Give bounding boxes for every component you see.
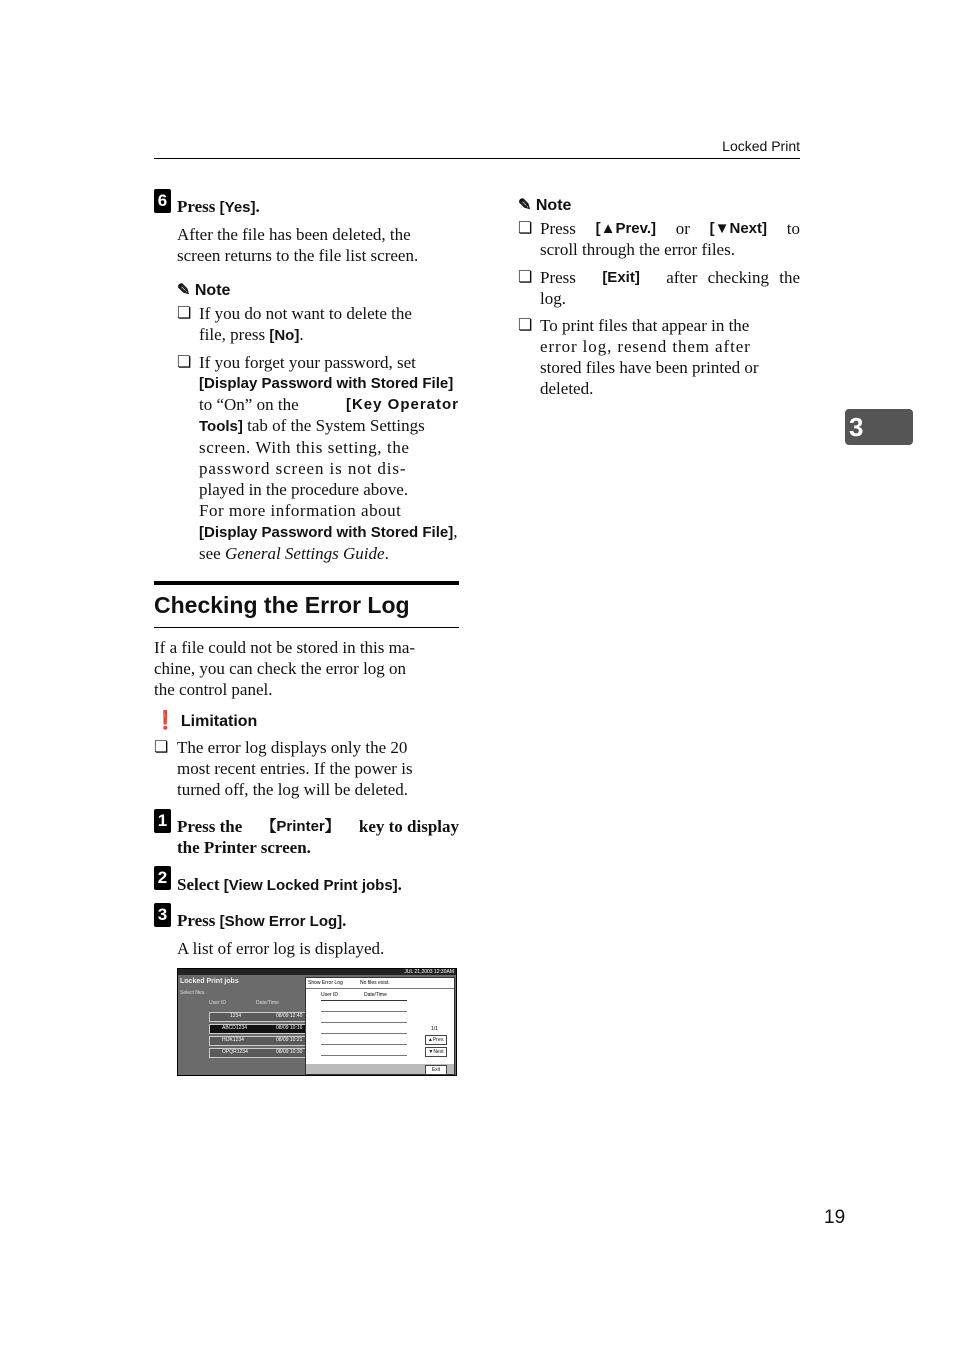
next-button[interactable]: ▼Next (425, 1047, 447, 1057)
note1-item2-line: played in the procedure above. (199, 480, 409, 499)
step6-title (177, 196, 260, 218)
step6-body (177, 224, 459, 266)
file-row[interactable] (209, 1048, 307, 1058)
checkbox-bullet-icon: ❏ (154, 739, 169, 756)
note2-item1 (540, 218, 800, 260)
printer-key: 【Printer】 (261, 818, 340, 835)
step3-pre: Press (177, 911, 220, 930)
guide-title: General Settings Guide (224, 544, 385, 563)
next-key: [▼Next] (709, 220, 768, 237)
running-header: Locked Print (722, 138, 800, 154)
key-operator-tools-key: Tools] (199, 418, 243, 435)
intro-line: the control panel. (154, 680, 273, 699)
dialog-row-line (321, 1011, 407, 1012)
limitation-label: Limitation (180, 713, 258, 730)
intro-line: chine, you can check the error log on (154, 659, 407, 678)
panel-screenshot (177, 968, 457, 1076)
note2-item2-pre: Press (540, 268, 576, 287)
step-number-1: 1 (154, 809, 171, 833)
prev-button[interactable]: ▲Prev. (425, 1035, 447, 1045)
file-row-date: 08/09 12:40 (276, 1013, 303, 1019)
no-key: [No] (269, 327, 300, 344)
dialog-message: No files exist. (360, 980, 390, 986)
step3-title (177, 910, 346, 932)
note2-item3-line: error log, resend them after (540, 337, 751, 356)
dialog-col-date: Date/Time (364, 992, 387, 998)
step-number-6: 6 (154, 189, 171, 213)
note1-item1-line: If you do not want to delete the (199, 304, 412, 323)
dialog-row-line (321, 1044, 407, 1045)
checkbox-bullet-icon: ❏ (177, 354, 192, 371)
limitation-heading (154, 710, 257, 731)
step2-pre: Select (177, 875, 224, 894)
screenshot-col-user: User ID (209, 1000, 226, 1006)
section-top-rule (154, 581, 459, 585)
step1-pre: Press the (177, 817, 243, 836)
step6-body-line: After the file has been deleted, the (177, 225, 411, 244)
page-number: 19 (824, 1207, 846, 1228)
note2-item1-pre: Press (540, 219, 576, 238)
section-bottom-rule (154, 627, 459, 628)
note2-item1-line2: scroll through the error files. (540, 240, 735, 259)
screenshot-subtitle: Select files. (180, 990, 206, 996)
key-operator-key: [Key Operator (345, 396, 459, 413)
screenshot-col-date: Date/Time (256, 1000, 279, 1006)
step6-press: Press (177, 197, 220, 216)
note1-item1-line: file, press (199, 325, 270, 344)
step6-body-line: screen returns to the file list screen. (177, 246, 419, 265)
note2-item2-line2: log. (540, 289, 566, 308)
note1-item1 (199, 303, 459, 346)
step2-title (177, 874, 402, 896)
checkbox-bullet-icon: ❏ (518, 317, 533, 334)
step6-period: . (255, 197, 260, 216)
dialog-row-line (321, 1033, 407, 1034)
step2-post: . (397, 875, 402, 894)
section-title: Checking the Error Log (154, 592, 410, 618)
file-row[interactable] (209, 1024, 307, 1034)
note2-item1-to: to (786, 219, 800, 238)
file-row-user: HIJK1234 (222, 1037, 244, 1043)
note1-item2-line: password screen is not dis- (199, 459, 407, 478)
note1-item2-end: . (384, 544, 389, 563)
file-row[interactable] (209, 1012, 307, 1022)
step1-post: key to display (358, 817, 459, 836)
exit-button[interactable]: Exit (425, 1065, 447, 1075)
note1-item2-see: see (199, 544, 225, 563)
limitation-line: most recent entries. If the power is (177, 759, 413, 778)
note2-heading (518, 195, 571, 215)
view-locked-print-jobs-key: [View Locked Print jobs] (223, 877, 398, 894)
checkbox-bullet-icon: ❏ (177, 305, 192, 322)
file-row-date: 08/09 10:30 (276, 1049, 303, 1055)
note2-item1-or: or (675, 219, 690, 238)
note1-item2-line: screen. With this setting, the (199, 438, 410, 457)
dialog-row-line (321, 1055, 407, 1056)
yes-key: [Yes] (219, 199, 256, 216)
intro-line: If a file could not be stored in this ma- (154, 638, 416, 657)
step1-line2: the Printer screen. (177, 838, 311, 857)
note1-item2-line: For more information about (199, 501, 402, 520)
dialog-divider (306, 988, 454, 989)
note1-item2-line: If you forget your password, set (199, 353, 416, 372)
note1-heading (177, 280, 230, 300)
limitation-text (177, 737, 459, 800)
file-row-date: 08/09 10:16 (276, 1025, 303, 1031)
dialog-col-user: User ID (321, 992, 338, 998)
prev-key: [▲Prev.] (595, 220, 657, 237)
file-row-date: 08/09 10:21 (276, 1037, 303, 1043)
note1-item2-comma: , (453, 522, 458, 541)
note1-label: Note (194, 282, 231, 299)
screenshot-datetime: JUL 21,2003 12:30AM (404, 969, 454, 975)
file-row-user: 1234 (230, 1013, 242, 1019)
show-error-log-key: [Show Error Log] (219, 913, 343, 930)
exit-key: [Exit] (602, 269, 640, 286)
error-log-dialog (305, 977, 455, 1075)
checkbox-bullet-icon: ❏ (518, 220, 533, 237)
step-number-3: 3 (154, 903, 171, 927)
note2-item3-line: stored files have been printed or (540, 358, 759, 377)
section-intro (154, 637, 459, 700)
header-rule (154, 158, 800, 159)
note1-item2-to-on: to “On” on the (199, 395, 299, 414)
file-row[interactable] (209, 1036, 307, 1046)
note2-item2-post: after checking the (666, 268, 800, 287)
step-number-2: 2 (154, 866, 171, 890)
exclamation-icon: ❗ (154, 710, 177, 730)
note2-item2 (540, 267, 800, 309)
display-password-key: [Display Password with Stored File] (199, 524, 454, 541)
step1-title (177, 816, 459, 858)
checkbox-bullet-icon: ❏ (518, 269, 533, 286)
note2-item3-line: deleted. (540, 379, 594, 398)
step3-post: . (342, 911, 347, 930)
file-row-user: OPQR1234 (222, 1049, 248, 1055)
display-password-key: [Display Password with Stored File] (199, 375, 454, 392)
chapter-tab: 3 (845, 409, 913, 445)
dialog-row-line (321, 1022, 407, 1023)
note2-item3 (540, 315, 800, 399)
dialog-title: Show Error Log (308, 980, 343, 986)
pencil-icon: ✎ (177, 282, 191, 299)
note1-item2-tab: tab of the System Settings (242, 416, 425, 435)
file-row-user: ABCD1234 (222, 1025, 248, 1031)
limitation-line: The error log displays only the 20 (177, 738, 408, 757)
dialog-row-line (321, 1000, 407, 1001)
note2-label: Note (535, 197, 572, 214)
limitation-line: turned off, the log will be deleted. (177, 780, 409, 799)
note1-item1-end: . (299, 325, 304, 344)
note1-item2 (199, 352, 459, 564)
dialog-page: 1/1 (431, 1026, 438, 1032)
screenshot-title: Locked Print jobs (180, 978, 239, 985)
note2-item3-line: To print files that appear in the (540, 316, 750, 335)
pencil-icon: ✎ (518, 197, 532, 214)
step3-body: A list of error log is displayed. (177, 939, 385, 958)
